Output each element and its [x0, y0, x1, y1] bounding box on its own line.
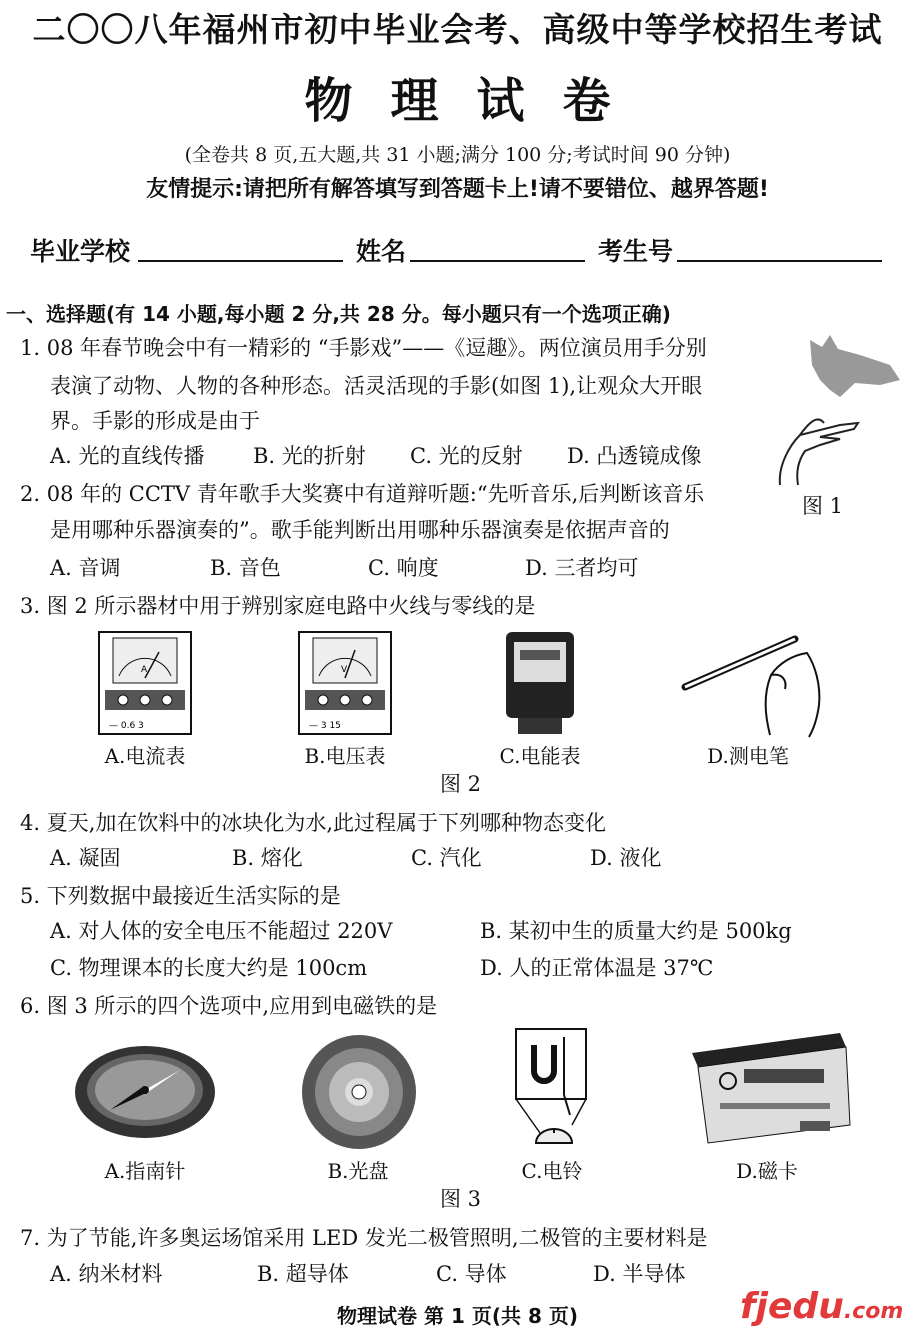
- q5-option-c[interactable]: C. 物理课本的长度大约是 100cm: [50, 956, 368, 980]
- subject-title: 物理试卷: [304, 73, 649, 129]
- friendly-tip: 友情提示:请把所有解答填写到答题卡上!请不要错位、越界答题!: [146, 177, 769, 202]
- q4-option-c[interactable]: C. 汽化: [411, 846, 482, 870]
- q2-option-d[interactable]: D. 三者均可: [525, 556, 639, 580]
- ammeter-figure: [95, 628, 195, 738]
- q2-line2: 是用哪种乐器演奏的”。歌手能判断出用哪种乐器演奏是依据声音的: [50, 518, 670, 542]
- q7-line1: 7. 为了节能,许多奥运场馆采用 LED 发光二极管照明,二极管的主要材料是: [20, 1226, 708, 1250]
- q3-caption-b: B.电压表: [304, 744, 386, 768]
- q1-option-c[interactable]: C. 光的反射: [410, 444, 523, 468]
- school-blank[interactable]: [138, 260, 343, 262]
- page-footer: 物理试卷 第 1 页(共 8 页): [337, 1304, 578, 1328]
- figure2-caption: 图 2: [440, 772, 482, 796]
- q2-option-b[interactable]: B. 音色: [210, 556, 281, 580]
- compass-figure: [70, 1040, 220, 1145]
- name-blank[interactable]: [410, 260, 585, 262]
- q7-option-a[interactable]: A. 纳米材料: [50, 1262, 163, 1286]
- q5-line1: 5. 下列数据中最接近生活实际的是: [20, 884, 341, 908]
- cd-figure: [298, 1032, 420, 1152]
- q6-caption-a: A.指南针: [104, 1159, 186, 1183]
- watermark-main: fjedu: [740, 1286, 844, 1327]
- voltmeter-scale: — 3 15: [309, 721, 341, 731]
- magnetic-card-figure: [680, 1025, 855, 1150]
- watermark-logo: [740, 1286, 903, 1327]
- q1-option-a[interactable]: A. 光的直线传播: [50, 444, 205, 468]
- exam-no-blank[interactable]: [677, 260, 882, 262]
- q7-option-d[interactable]: D. 半导体: [593, 1262, 686, 1286]
- q3-caption-d: D.测电笔: [707, 744, 789, 768]
- q6-line1: 6. 图 3 所示的四个选项中,应用到电磁铁的是: [20, 994, 438, 1018]
- ammeter-scale: — 0.6 3: [109, 721, 144, 731]
- figure1-caption: 图 1: [802, 494, 844, 518]
- q6-caption-d: D.磁卡: [736, 1159, 798, 1183]
- energy-meter-figure: [500, 628, 580, 738]
- q1-option-d[interactable]: D. 凸透镜成像: [567, 444, 702, 468]
- figure3-caption: 图 3: [440, 1187, 482, 1211]
- hand-shadow-figure: [760, 325, 910, 490]
- q7-option-b[interactable]: B. 超导体: [257, 1262, 349, 1286]
- q2-option-a[interactable]: A. 音调: [50, 556, 121, 580]
- section-heading: 一、选择题(有 14 小题,每小题 2 分,共 28 分。每小题只有一个选项正确): [6, 302, 671, 326]
- voltmeter-figure: [295, 628, 395, 738]
- q7-option-c[interactable]: C. 导体: [436, 1262, 507, 1286]
- q6-caption-b: B.光盘: [327, 1159, 389, 1183]
- q2-option-c[interactable]: C. 响度: [368, 556, 439, 580]
- exam-info: (全卷共 8 页,五大题,共 31 小题;满分 100 分;考试时间 90 分钟): [184, 144, 731, 166]
- test-pen-figure: [675, 625, 825, 740]
- name-label: 姓名: [356, 237, 407, 266]
- q3-caption-c: C.电能表: [499, 744, 581, 768]
- q3-caption-a: A.电流表: [104, 744, 186, 768]
- q4-option-d[interactable]: D. 液化: [590, 846, 662, 870]
- q4-option-b[interactable]: B. 熔化: [232, 846, 303, 870]
- q5-option-d[interactable]: D. 人的正常体温是 37℃: [480, 956, 714, 980]
- q4-line1: 4. 夏天,加在饮料中的冰块化为水,此过程属于下列哪种物态变化: [20, 811, 607, 835]
- exam-title: 二〇〇八年福州市初中毕业会考、高级中等学校招生考试: [32, 10, 883, 49]
- q4-option-a[interactable]: A. 凝固: [50, 846, 121, 870]
- exam-no-label: 考生号: [598, 237, 674, 266]
- school-label: 毕业学校: [30, 237, 131, 266]
- q2-line1: 2. 08 年的 CCTV 青年歌手大奖赛中有道辩听题:“先听音乐,后判断该音乐: [20, 482, 705, 506]
- q1-option-b[interactable]: B. 光的折射: [253, 444, 366, 468]
- q3-line1: 3. 图 2 所示器材中用于辨别家庭电路中火线与零线的是: [20, 594, 536, 618]
- watermark-suffix: .com: [843, 1299, 904, 1324]
- voltmeter-letter: V: [341, 665, 348, 675]
- ammeter-letter: A: [141, 665, 148, 675]
- electric-bell-figure: [510, 1025, 595, 1155]
- q5-option-a[interactable]: A. 对人体的安全电压不能超过 220V: [50, 919, 393, 943]
- q1-line2: 表演了动物、人物的各种形态。活灵活现的手影(如图 1),让观众大开眼: [50, 374, 703, 398]
- q1-line1: 1. 08 年春节晚会中有一精彩的 “手影戏”——《逗趣》。两位演员用手分别: [20, 336, 707, 360]
- q5-option-b[interactable]: B. 某初中生的质量大约是 500kg: [480, 919, 792, 943]
- q6-caption-c: C.电铃: [521, 1159, 583, 1183]
- q1-line3: 界。手影的形成是由于: [50, 409, 260, 433]
